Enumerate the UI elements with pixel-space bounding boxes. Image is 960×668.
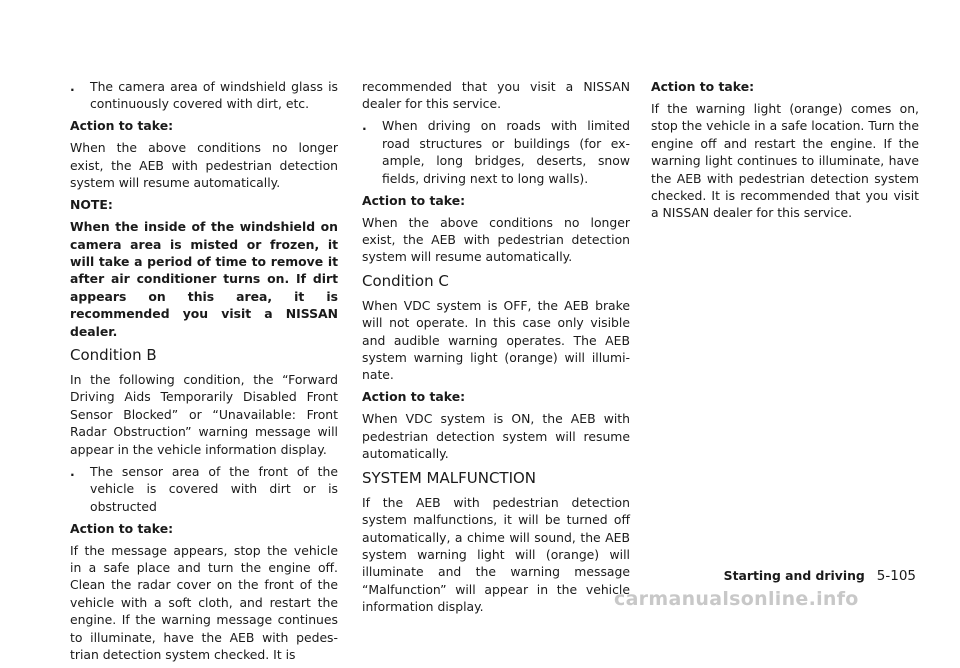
bullet-item bbox=[362, 117, 630, 187]
bullet-marker: . bbox=[362, 118, 367, 134]
action-heading: Action to take: bbox=[362, 389, 466, 405]
action-heading: Action to take: bbox=[651, 79, 755, 94]
paragraph: When VDC system is ON, the AEB with pedestrian detection system will resume automatically. bbox=[362, 411, 630, 462]
bullet-text: The sensor area of the front of the vehicle is covered with dirt or is obstructed bbox=[90, 463, 338, 514]
section-heading-condition-b: Condition B bbox=[70, 346, 157, 365]
bullet-marker: . bbox=[70, 463, 75, 479]
paragraph: When the above conditions no longer exist, the AEB with pedestrian detection system will resume automatically. bbox=[362, 214, 630, 265]
action-heading: Action to take: bbox=[70, 118, 174, 134]
paragraph: If the message appears, stop the vehicle in a safe place and turn the engine off. Clean the radar cover on the front of the vehicle with a soft cloth, and restart the engine. If the warning message continues to illuminate, have the AEB with pedes-trian detection system checked. It is bbox=[70, 542, 338, 662]
column-2 bbox=[362, 78, 630, 620]
section-heading-system-malfunction: SYSTEM MALFUNCTION bbox=[362, 468, 537, 487]
bullet-text: The camera area of windshield glass is continuously covered with dirt, etc. bbox=[90, 79, 338, 112]
paragraph: If the AEB with pedestrian detection system malfunctions, it will be turned off automatically, a chime will sound, the AEB system warning light will (orange) will illuminate and the warning message “Malfunction” will appear in the vehicle information display. bbox=[362, 494, 630, 615]
column-1 bbox=[70, 78, 338, 668]
page-number: 5-105 bbox=[876, 568, 916, 584]
note-text: When the inside of the windshield on camera area is misted or frozen, it will take a period of time to remove it after air conditioner turns on. If dirt appears on this area, it is recommended you visit a NISSAN dealer. bbox=[70, 219, 338, 339]
page-footer bbox=[724, 568, 916, 584]
paragraph: When VDC system is OFF, the AEB brake will not operate. In this case only visible and audible warning operates. The AEB system warning light (orange) will illumi-nate. bbox=[362, 297, 630, 383]
paragraph: In the following condition, the “Forward Driving Aids Temporarily Disabled Front Sensor Blocked” or “Unavailable: Front Radar Obstruction” warning message will appear in the vehicle information display. bbox=[70, 372, 338, 457]
column-3 bbox=[651, 78, 919, 226]
paragraph: If the warning light (orange) comes on, stop the vehicle in a safe location. Turn the engine off and restart the engine. If the warning light continues to illuminate, have the AEB with pedestrian detection system checked. It is recommended that you visit a NISSAN dealer for this service. bbox=[651, 101, 919, 221]
paragraph: recommended that you visit a NISSAN dealer for this service. bbox=[362, 79, 630, 112]
bullet-text: When driving on roads with limited road structures or buildings (for ex-ample, long bridges, deserts, snow fields, driving next to long walls). bbox=[382, 118, 630, 186]
bullet-marker: . bbox=[70, 79, 75, 94]
watermark: carmanualsonline.info bbox=[614, 588, 859, 610]
action-heading: Action to take: bbox=[362, 192, 466, 208]
footer-section-title: Starting and driving bbox=[723, 568, 865, 583]
paragraph: When the above conditions no longer exist, the AEB with pedestrian detection system will resume automatically. bbox=[70, 140, 338, 191]
bullet-item bbox=[70, 78, 338, 113]
note-label: NOTE: bbox=[70, 197, 113, 213]
bullet-item bbox=[70, 463, 338, 515]
section-heading-condition-c: Condition C bbox=[362, 271, 449, 290]
action-heading: Action to take: bbox=[70, 520, 174, 536]
